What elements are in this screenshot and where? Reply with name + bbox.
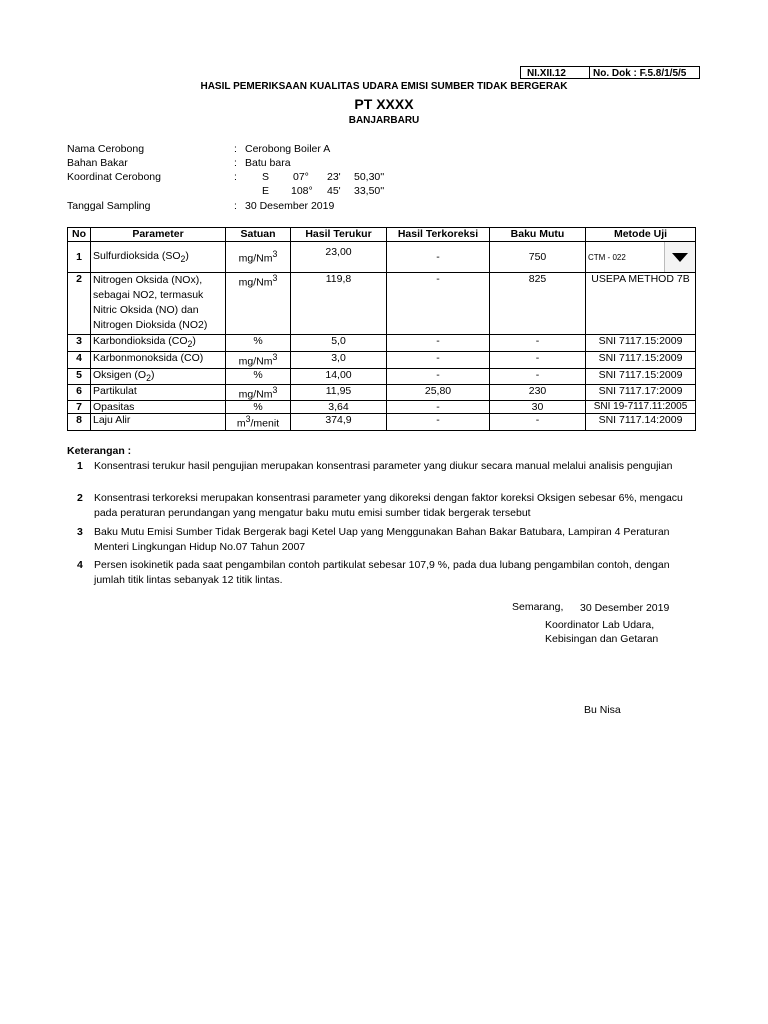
note-text: Persen isokinetik pada saat pengambilan contoh partikulat sebesar 107,9 %, pada dua lubang pengambilan contoh, dengan jumlah titik lintas sebanyak 12 titik lintas. (94, 559, 670, 586)
info-tanggal-label: Tanggal Sampling (67, 200, 151, 212)
coord-s-min: 23' (327, 171, 341, 183)
table-header-row (68, 228, 696, 242)
row-measured: 3,0 (291, 352, 387, 369)
header-metode-uji: Metode Uji (586, 228, 696, 242)
info-cerobong-label: Nama Cerobong (67, 143, 145, 155)
row-corrected: - (387, 414, 490, 431)
row-standard: 30 (490, 401, 586, 414)
doc-code-box (520, 66, 590, 79)
table-row (68, 352, 696, 369)
doc-number-box (590, 66, 700, 79)
row-measured: 119,8 (291, 273, 387, 335)
results-table (67, 227, 696, 431)
row-unit: mg/Nm$^3$ (226, 384, 291, 401)
note-number: 2 (77, 492, 83, 504)
note-text: Konsentrasi terukur hasil pengujian merupakan konsentrasi parameter yang diukur secara manual melalui analisis pengujian (94, 460, 673, 472)
method-selected-value: CTM - 022 (588, 252, 626, 262)
row-unit: mg/Nm$^3$ (226, 352, 291, 369)
row-standard: - (490, 368, 586, 384)
row-corrected: - (387, 242, 490, 273)
note-number: 4 (77, 559, 83, 571)
row-no: 4 (68, 352, 91, 369)
row-measured: 11,95 (291, 384, 387, 401)
row-method: SNI 7117.15:2009 (586, 352, 696, 369)
row-standard: - (490, 352, 586, 369)
sign-role-line2: Kebisingan dan Getaran (545, 633, 659, 645)
row-measured: 374,9 (291, 414, 387, 431)
table-row (68, 368, 696, 384)
row-method: SNI 7117.15:2009 (586, 368, 696, 384)
row-unit: mg/Nm$^3$ (226, 242, 291, 273)
row-parameter: Partikulat (91, 384, 226, 401)
row-no: 1 (68, 242, 91, 273)
note-number: 1 (77, 460, 83, 472)
info-colon: : (234, 171, 237, 183)
row-parameter: Karbondioksida $(CO_2)$ (91, 335, 226, 352)
dropdown-button[interactable] (664, 242, 695, 272)
table-row (68, 273, 696, 335)
row-standard: - (490, 414, 586, 431)
note-text: Baku Mutu Emisi Sumber Tidak Bergerak bagi Ketel Uap yang Menggunakan Bahan Bakar Batubara, Lampiran 4 Peraturan Menteri Lingkungan Hidup No.07 Tahun 2007 (94, 526, 670, 553)
coord-e-deg: 108° (291, 185, 313, 197)
row-parameter: Oksigen $(O_2)$ (91, 368, 226, 384)
coord-s-dir: S (262, 171, 270, 183)
doc-number: No. Dok : F.5.8/1/5/5 (593, 68, 687, 79)
row-corrected: - (387, 352, 490, 369)
row-standard: 750 (490, 242, 586, 273)
row-corrected: - (387, 401, 490, 414)
signatory-name: Bu Nisa (584, 704, 621, 716)
row-no: 5 (68, 368, 91, 384)
row-standard: 230 (490, 384, 586, 401)
row-standard: 825 (490, 273, 586, 335)
table-row (68, 384, 696, 401)
coord-e-dir: E (262, 185, 270, 197)
header-hasil-terukur: Hasil Terukur (291, 228, 387, 242)
coord-e-sec: 33,50'' (354, 185, 385, 197)
header-parameter: Parameter (91, 228, 226, 242)
info-bahan-label: Bahan Bakar (67, 157, 128, 169)
row-corrected: 25,80 (387, 384, 490, 401)
row-measured: 23,00 (291, 242, 387, 273)
chevron-down-icon (672, 253, 688, 262)
row-standard: - (490, 335, 586, 352)
location: BANJARBARU (348, 115, 420, 126)
info-colon: : (234, 200, 237, 212)
row-no: 7 (68, 401, 91, 414)
row-no: 3 (68, 335, 91, 352)
coord-e-min: 45' (327, 185, 341, 197)
row-corrected: - (387, 335, 490, 352)
row-method: SNI 7117.15:2009 (586, 335, 696, 352)
sign-place: Semarang, (512, 601, 564, 613)
info-cerobong-value: Cerobong Boiler A (245, 143, 331, 155)
row-measured: 5,0 (291, 335, 387, 352)
row-corrected: - (387, 273, 490, 335)
table-row (68, 401, 696, 414)
info-bahan-value: Batu bara (245, 157, 291, 169)
row-parameter: Karbonmonoksida (CO) (91, 352, 226, 369)
row-method: SNI 7117.17:2009 (586, 384, 696, 401)
row-corrected: - (387, 368, 490, 384)
row-unit: $m^3$/menit (226, 414, 291, 431)
note-number: 3 (77, 526, 83, 538)
sign-date: 30 Desember 2019 (580, 602, 670, 614)
table-row (68, 414, 696, 431)
coord-s-deg: 07° (293, 171, 309, 183)
row-parameter: Opasitas (91, 401, 226, 414)
header-no: No (68, 228, 91, 242)
info-tanggal-value: 30 Desember 2019 (245, 200, 335, 212)
report-title: HASIL PEMERIKSAAN KUALITAS UDARA EMISI SUMBER TIDAK BERGERAK (200, 81, 568, 92)
row-no: 8 (68, 414, 91, 431)
method-dropdown[interactable] (586, 242, 696, 273)
row-method: SNI 19-7117.11:2005 (586, 401, 696, 414)
header-hasil-terkoreksi: Hasil Terkoreksi (387, 228, 490, 242)
row-method: USEPA METHOD 7B (586, 273, 696, 335)
row-measured: 3,64 (291, 401, 387, 414)
notes-title: Keterangan : (67, 445, 132, 457)
row-parameter: Sulfurdioksida $(SO_2)$ (91, 242, 226, 273)
row-parameter: Nitrogen Oksida (NOx), sebagai NO2, termasuk Nitric Oksida (NO) dan Nitrogen Dioksida (NO2) (91, 273, 226, 335)
row-measured: 14,00 (291, 368, 387, 384)
header-baku-mutu: Baku Mutu (490, 228, 586, 242)
row-no: 6 (68, 384, 91, 401)
method-combobox[interactable] (586, 242, 695, 272)
table-row (68, 335, 696, 352)
row-no: 2 (68, 273, 91, 335)
coord-s-sec: 50,30'' (354, 171, 385, 183)
company-name: PT XXXX (354, 96, 414, 112)
row-unit: % (226, 368, 291, 384)
doc-code: NI.XII.12 (527, 68, 566, 79)
sign-role-line1: Koordinator Lab Udara, (545, 619, 655, 631)
row-unit: % (226, 335, 291, 352)
header-satuan: Satuan (226, 228, 291, 242)
row-unit: % (226, 401, 291, 414)
row-unit: mg/Nm$^3$ (226, 273, 291, 335)
info-colon: : (234, 157, 237, 169)
row-method: SNI 7117.14:2009 (586, 414, 696, 431)
row-parameter: Laju Alir (91, 414, 226, 431)
info-koordinat-label: Koordinat Cerobong (67, 171, 161, 183)
note-text: Konsentrasi terkoreksi merupakan konsentrasi parameter yang dikoreksi dengan faktor koreksi Oksigen sebesar 6%, mengacu pada peraturan perundangan yang mengatur baku mutu emisi sumber tidak bergerak tersebut (94, 492, 683, 519)
info-colon: : (234, 143, 237, 155)
table-row (68, 242, 696, 273)
